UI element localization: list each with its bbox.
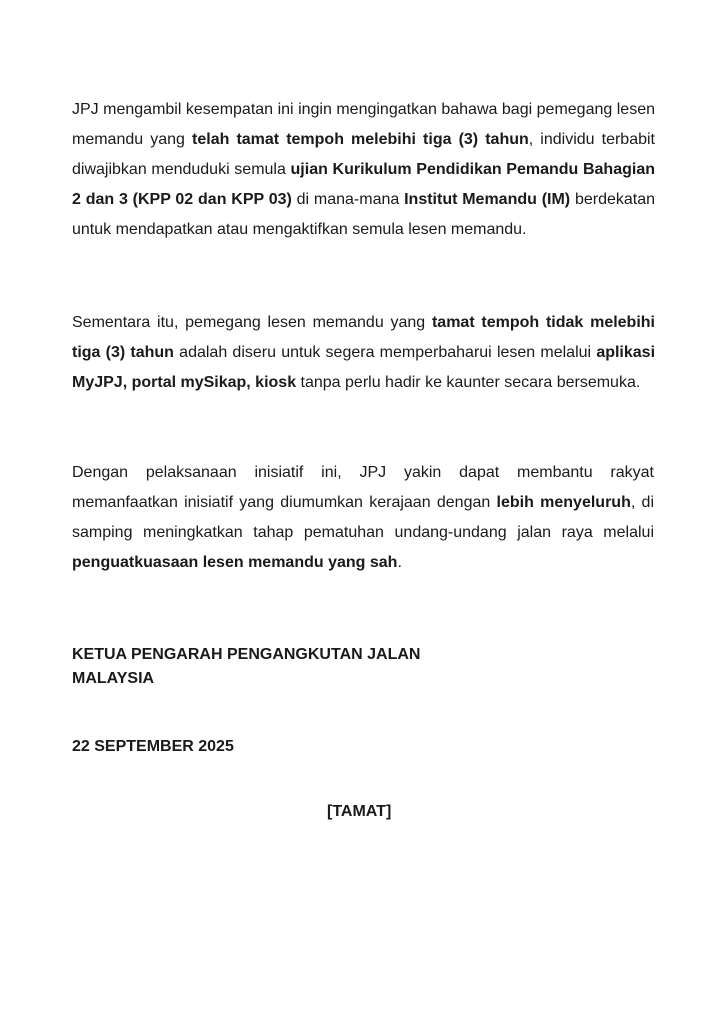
body-text: di mana-mana — [291, 191, 405, 208]
signatory-block — [72, 643, 420, 691]
body-text: Sementara itu, pemegang lesen memandu yang — [72, 314, 432, 331]
document-date: 22 SEPTEMBER 2025 — [72, 738, 234, 755]
body-text: , individu terbabit diwajibkan menduduki semula — [72, 131, 656, 178]
body-text: JPJ mengambil kesempatan ini ingin mengingatkan bahawa bagi pemegang lesen memandu yang — [72, 101, 655, 148]
body-text: , di samping meningkatkan tahap pematuhan undang-undang jalan raya melalui — [72, 494, 655, 541]
body-text: berdekatan untuk mendapatkan atau mengaktifkan semula lesen memandu. — [72, 191, 656, 238]
signatory-title-line2: MALAYSIA — [72, 670, 155, 687]
emphasis-text: aplikasi MyJPJ, portal mySikap, kiosk — [72, 344, 656, 391]
emphasis-text: lebih menyeluruh — [496, 494, 631, 511]
emphasis-text: ujian Kurikulum Pendidikan Pemandu Bahagian 2 dan 3 (KPP 02 dan KPP 03) — [72, 161, 655, 208]
end-marker: [TAMAT] — [327, 803, 392, 820]
emphasis-text: tamat tempoh tidak melebihi tiga (3) tahun — [72, 314, 655, 361]
body-text: Dengan pelaksanaan inisiatif ini, JPJ yakin dapat membantu rakyat memanfaatkan inisiatif yang diumumkan kerajaan dengan — [72, 464, 654, 511]
emphasis-text: penguatkuasaan lesen memandu yang sah — [72, 554, 398, 571]
emphasis-text: Institut Memandu (IM) — [404, 191, 571, 208]
paragraph-expired-over-three-years — [72, 95, 655, 245]
paragraph-initiative-benefit — [72, 458, 654, 578]
body-text: adalah diseru untuk segera memperbaharui lesen melalui — [173, 344, 597, 361]
body-text: tanpa perlu hadir ke kaunter secara bersemuka. — [296, 374, 641, 391]
emphasis-text: telah tamat tempoh melebihi tiga (3) tahun — [192, 131, 529, 148]
body-text: . — [397, 554, 402, 571]
paragraph-expired-under-three-years — [72, 308, 655, 398]
signatory-title-line1: KETUA PENGARAH PENGANGKUTAN JALAN — [72, 646, 421, 663]
